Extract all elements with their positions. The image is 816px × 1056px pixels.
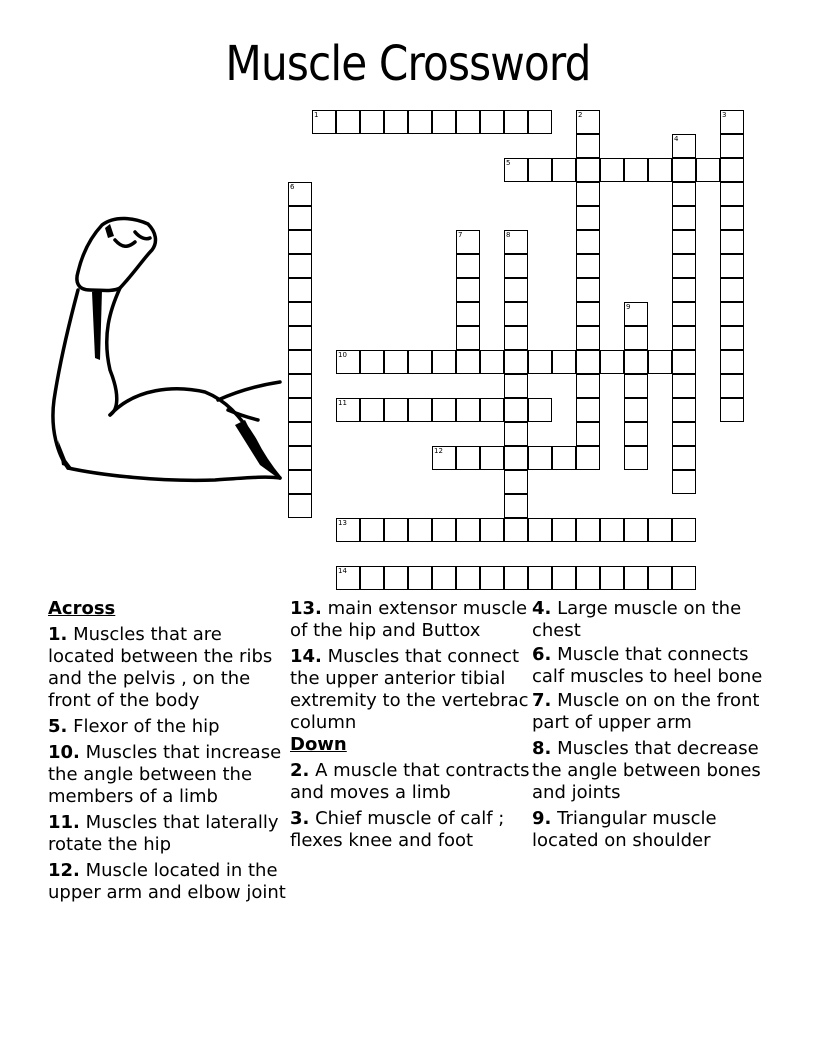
cell-number: 4: [674, 135, 679, 143]
clue-text: Muscles that increase the angle between the members of a limb: [48, 742, 282, 807]
crossword-cell[interactable]: [288, 278, 312, 302]
crossword-cell[interactable]: [648, 350, 672, 374]
crossword-cell[interactable]: [504, 398, 528, 422]
crossword-cell[interactable]: [288, 446, 312, 470]
clue-number: 11.: [48, 812, 80, 833]
clue-text: Muscles that laterally rotate the hip: [48, 812, 279, 855]
crossword-cell[interactable]: [624, 566, 648, 590]
crossword-cell[interactable]: [672, 350, 696, 374]
crossword-cell[interactable]: [384, 110, 408, 134]
clue-number: 5.: [48, 716, 68, 737]
cell-number: 8: [506, 231, 511, 239]
crossword-cell[interactable]: [672, 134, 696, 158]
crossword-cell[interactable]: [648, 566, 672, 590]
crossword-cell[interactable]: [480, 566, 504, 590]
crossword-cell[interactable]: [552, 446, 576, 470]
crossword-cell[interactable]: [288, 206, 312, 230]
cell-number: 5: [506, 159, 511, 167]
crossword-cell[interactable]: [720, 254, 744, 278]
cell-number: 9: [626, 303, 631, 311]
clue-down-9: [532, 808, 782, 852]
clue-text: Muscles that connect the upper anterior tibial extremity to the vertebrac column: [290, 646, 529, 733]
crossword-cell[interactable]: [504, 278, 528, 302]
crossword-cell[interactable]: [288, 326, 312, 350]
crossword-cell[interactable]: [576, 302, 600, 326]
clue-across-5: [48, 716, 288, 738]
crossword-cell[interactable]: [600, 518, 624, 542]
crossword-cell[interactable]: [552, 566, 576, 590]
page-title: Muscle Crossword: [225, 36, 591, 92]
clues-column-1: [48, 598, 288, 908]
crossword-cell[interactable]: [720, 398, 744, 422]
crossword-cell[interactable]: [288, 182, 312, 206]
cell-number: 11: [338, 399, 347, 407]
clue-text: Chief muscle of calf ; flexes knee and foot: [290, 808, 505, 851]
crossword-cell[interactable]: [504, 566, 528, 590]
crossword-cell[interactable]: [360, 350, 384, 374]
crossword-cell[interactable]: [288, 350, 312, 374]
clue-text: main extensor muscle of the hip and Buttox: [290, 598, 528, 641]
clue-number: 12.: [48, 860, 80, 881]
crossword-cell[interactable]: [528, 566, 552, 590]
crossword-cell[interactable]: [360, 566, 384, 590]
crossword-cell[interactable]: [552, 158, 576, 182]
crossword-cell[interactable]: [480, 518, 504, 542]
cell-number: 13: [338, 519, 347, 527]
clue-text: Muscle that connects calf muscles to heel bone: [532, 644, 763, 687]
crossword-cell[interactable]: [624, 518, 648, 542]
crossword-cell[interactable]: [576, 158, 600, 182]
crossword-cell[interactable]: [576, 182, 600, 206]
cell-number: 7: [458, 231, 463, 239]
clue-text: Large muscle on the chest: [532, 598, 742, 641]
crossword-cell[interactable]: [576, 206, 600, 230]
crossword-cell[interactable]: [408, 398, 432, 422]
clue-down-2: [290, 760, 530, 804]
crossword-cell[interactable]: [720, 134, 744, 158]
cell-number: 2: [578, 111, 583, 119]
crossword-cell[interactable]: [336, 398, 360, 422]
clue-text: Muscle on on the front part of upper arm: [532, 690, 760, 733]
crossword-cell[interactable]: [576, 350, 600, 374]
crossword-cell[interactable]: [408, 350, 432, 374]
crossword-cell[interactable]: [720, 110, 744, 134]
crossword-cell[interactable]: [480, 446, 504, 470]
crossword-cell[interactable]: [672, 278, 696, 302]
crossword-cell[interactable]: [600, 566, 624, 590]
crossword-cell[interactable]: [576, 398, 600, 422]
crossword-cell[interactable]: [408, 110, 432, 134]
cell-number: 12: [434, 447, 443, 455]
clue-number: 1.: [48, 624, 68, 645]
crossword-cell[interactable]: [336, 110, 360, 134]
crossword-cell[interactable]: [504, 326, 528, 350]
crossword-cell[interactable]: [504, 446, 528, 470]
crossword-cell[interactable]: [528, 398, 552, 422]
clue-number: 10.: [48, 742, 80, 763]
crossword-cell[interactable]: [576, 254, 600, 278]
crossword-cell[interactable]: [672, 158, 696, 182]
crossword-cell[interactable]: [624, 350, 648, 374]
clue-across-12: [48, 860, 288, 904]
crossword-cell[interactable]: [576, 518, 600, 542]
crossword-cell[interactable]: [504, 422, 528, 446]
clue-across-13: [290, 598, 530, 642]
crossword-cell[interactable]: [624, 302, 648, 326]
clue-number: 14.: [290, 646, 322, 667]
crossword-cell[interactable]: [720, 302, 744, 326]
crossword-cell[interactable]: [672, 398, 696, 422]
crossword-cell[interactable]: [648, 158, 672, 182]
crossword-cell[interactable]: [288, 470, 312, 494]
crossword-cell[interactable]: [480, 110, 504, 134]
crossword-cell[interactable]: [528, 518, 552, 542]
crossword-cell[interactable]: [672, 374, 696, 398]
crossword-cell[interactable]: [576, 134, 600, 158]
crossword-cell[interactable]: [456, 350, 480, 374]
crossword-cell[interactable]: [720, 350, 744, 374]
crossword-cell[interactable]: [720, 278, 744, 302]
clue-number: 13.: [290, 598, 322, 619]
clue-number: 3.: [290, 808, 310, 829]
crossword-cell[interactable]: [408, 566, 432, 590]
crossword-cell[interactable]: [456, 110, 480, 134]
crossword-cell[interactable]: [576, 374, 600, 398]
crossword-cell[interactable]: [504, 230, 528, 254]
crossword-cell[interactable]: [504, 110, 528, 134]
down-heading: Down: [290, 734, 347, 755]
clue-down-8: [532, 738, 782, 804]
crossword-cell[interactable]: [528, 158, 552, 182]
crossword-cell[interactable]: [624, 422, 648, 446]
crossword-cell[interactable]: [600, 158, 624, 182]
crossword-cell[interactable]: [432, 446, 456, 470]
crossword-cell[interactable]: [288, 494, 312, 518]
crossword-cell[interactable]: [672, 230, 696, 254]
crossword-cell[interactable]: [672, 422, 696, 446]
crossword-cell[interactable]: [624, 398, 648, 422]
crossword-cell[interactable]: [288, 254, 312, 278]
crossword-cell[interactable]: [672, 566, 696, 590]
crossword-cell[interactable]: [288, 302, 312, 326]
crossword-cell[interactable]: [576, 422, 600, 446]
clue-text: Triangular muscle located on shoulder: [532, 808, 717, 851]
crossword-cell[interactable]: [432, 398, 456, 422]
crossword-cell[interactable]: [720, 182, 744, 206]
crossword-cell[interactable]: [360, 110, 384, 134]
crossword-cell[interactable]: [456, 254, 480, 278]
crossword-cell[interactable]: [528, 446, 552, 470]
crossword-cell[interactable]: [696, 158, 720, 182]
crossword-cell[interactable]: [432, 566, 456, 590]
crossword-cell[interactable]: [288, 230, 312, 254]
crossword-cell[interactable]: [360, 518, 384, 542]
crossword-cell[interactable]: [576, 110, 600, 134]
clue-number: 8.: [532, 738, 552, 759]
crossword-cell[interactable]: [456, 278, 480, 302]
crossword-cell[interactable]: [336, 518, 360, 542]
clue-down-7: [532, 690, 782, 734]
clue-across-1: [48, 624, 288, 712]
crossword-cell[interactable]: [456, 518, 480, 542]
clue-text: Muscles that are located between the ribs and the pelvis , on the front of the body: [48, 624, 273, 711]
crossword-cell[interactable]: [408, 518, 432, 542]
crossword-cell[interactable]: [336, 566, 360, 590]
crossword-cell[interactable]: [720, 230, 744, 254]
clue-text: Muscle located in the upper arm and elbow joint: [48, 860, 286, 903]
crossword-cell[interactable]: [672, 206, 696, 230]
clue-down-3: [290, 808, 530, 852]
clue-text: Muscles that decrease the angle between bones and joints: [532, 738, 761, 803]
crossword-cell[interactable]: [576, 230, 600, 254]
cell-number: 10: [338, 351, 347, 359]
crossword-cell[interactable]: [504, 302, 528, 326]
crossword-cell[interactable]: [648, 518, 672, 542]
clue-across-14: [290, 646, 530, 734]
crossword-cell[interactable]: [528, 350, 552, 374]
clue-number: 9.: [532, 808, 552, 829]
crossword-cell[interactable]: [456, 326, 480, 350]
crossword-cell[interactable]: [576, 278, 600, 302]
crossword-cell[interactable]: [384, 566, 408, 590]
crossword-cell[interactable]: [720, 374, 744, 398]
clue-text: A muscle that contracts and moves a limb: [290, 760, 530, 803]
crossword-cell[interactable]: [672, 302, 696, 326]
crossword-cell[interactable]: [672, 470, 696, 494]
crossword-cell[interactable]: [456, 446, 480, 470]
crossword-cell[interactable]: [504, 254, 528, 278]
crossword-cell[interactable]: [504, 374, 528, 398]
crossword-cell[interactable]: [360, 398, 384, 422]
crossword-cell[interactable]: [624, 158, 648, 182]
crossword-cell[interactable]: [432, 350, 456, 374]
crossword-cell[interactable]: [456, 566, 480, 590]
across-heading: Across: [48, 598, 116, 619]
crossword-cell[interactable]: [384, 398, 408, 422]
clues-column-3: [532, 598, 782, 856]
crossword-cell[interactable]: [504, 350, 528, 374]
clue-number: 4.: [532, 598, 552, 619]
crossword-cell[interactable]: [504, 158, 528, 182]
crossword-cell[interactable]: [720, 158, 744, 182]
crossword-cell[interactable]: [480, 398, 504, 422]
crossword-cell[interactable]: [456, 230, 480, 254]
crossword-cell[interactable]: [312, 110, 336, 134]
cell-number: 3: [722, 111, 727, 119]
crossword-cell[interactable]: [432, 518, 456, 542]
crossword-cell[interactable]: [456, 398, 480, 422]
flexed-arm-icon: [40, 210, 290, 490]
crossword-cell[interactable]: [528, 110, 552, 134]
crossword-cell[interactable]: [504, 470, 528, 494]
crossword-cell[interactable]: [504, 518, 528, 542]
crossword-cell[interactable]: [672, 326, 696, 350]
crossword-cell[interactable]: [672, 446, 696, 470]
crossword-cell[interactable]: [432, 110, 456, 134]
crossword-cell[interactable]: [600, 350, 624, 374]
crossword-cell[interactable]: [672, 182, 696, 206]
crossword-cell[interactable]: [552, 518, 576, 542]
crossword-cell[interactable]: [576, 566, 600, 590]
crossword-cell[interactable]: [456, 302, 480, 326]
cell-number: 14: [338, 567, 347, 575]
crossword-cell[interactable]: [384, 518, 408, 542]
crossword-cell[interactable]: [288, 398, 312, 422]
crossword-cell[interactable]: [576, 446, 600, 470]
crossword-cell[interactable]: [624, 326, 648, 350]
clue-text: Flexor of the hip: [67, 716, 220, 737]
crossword-cell[interactable]: [384, 350, 408, 374]
cell-number: 6: [290, 183, 295, 191]
crossword-cell[interactable]: [552, 350, 576, 374]
clue-number: 6.: [532, 644, 552, 665]
clue-across-10: [48, 742, 288, 808]
clue-down-4: [532, 598, 782, 642]
clue-number: 7.: [532, 690, 552, 711]
crossword-cell[interactable]: [672, 254, 696, 278]
crossword-cell[interactable]: [504, 494, 528, 518]
clues-column-2: [290, 598, 530, 856]
crossword-cell[interactable]: [336, 350, 360, 374]
crossword-cell[interactable]: [288, 422, 312, 446]
cell-number: 1: [314, 111, 319, 119]
crossword-cell[interactable]: [672, 518, 696, 542]
crossword-cell[interactable]: [624, 446, 648, 470]
crossword-cell[interactable]: [288, 374, 312, 398]
clue-number: 2.: [290, 760, 310, 781]
clue-down-6: [532, 644, 782, 688]
crossword-cell[interactable]: [576, 326, 600, 350]
clue-across-11: [48, 812, 288, 856]
crossword-cell[interactable]: [480, 350, 504, 374]
crossword-cell[interactable]: [720, 206, 744, 230]
crossword-cell[interactable]: [720, 326, 744, 350]
crossword-cell[interactable]: [624, 374, 648, 398]
